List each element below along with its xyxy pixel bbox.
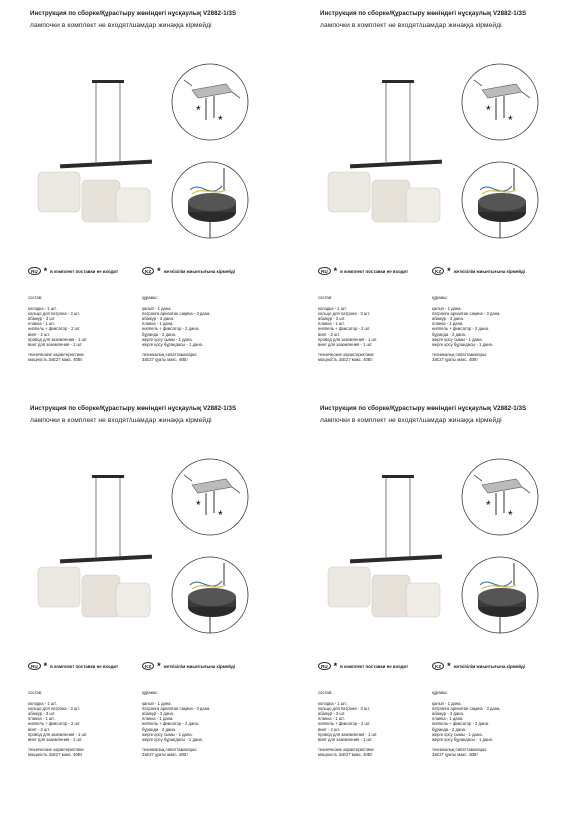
sheet-title: Инструкция по сборке/Құрастыру жөніндегі нұсқаулық V2882-1/3S: [320, 405, 527, 412]
sheet-title: Инструкция по сборке/Құрастыру жөніндегі нұсқаулық V2882-1/3S: [320, 10, 527, 17]
star-icon: *: [43, 661, 48, 671]
list-item: жерге қосу сымы - 1 дана.: [142, 731, 193, 737]
sheet-title: Инструкция по сборке/Құрастыру жөніндегі нұсқаулық V2882-1/3S: [30, 10, 237, 17]
instruction-sheet-3: [10, 405, 290, 805]
legend-ru-text: в комплект поставки не входит: [50, 663, 119, 669]
tech-value: 3хE27 қуаты макс. 40Вт: [142, 751, 188, 757]
svg-text:*: *: [508, 113, 513, 127]
sheet-title: Инструкция по сборке/Құрастыру жөніндегі нұсқаулық V2882-1/3S: [30, 405, 237, 412]
kz-badge: KZ: [432, 267, 444, 275]
list-item: патронға арналған сақина - 3 дана.: [432, 706, 501, 712]
mounting-plate-detail: [170, 457, 250, 537]
list-item: абажур - 3 шт.: [318, 316, 346, 322]
list-item: бұранда - 2 дана.: [432, 331, 467, 337]
list-item: жерге қосу бұрандасы - 1 дана.: [432, 736, 494, 742]
mounting-plate-detail: [170, 62, 250, 142]
svg-text:*: *: [196, 498, 201, 512]
legend-kz: [142, 267, 235, 275]
list-item: провод для заземления - 1 шт.: [28, 336, 88, 342]
tech-value: 3хE27 қуаты макс. 40Вт: [432, 356, 478, 362]
sheet-subtitle: лампочки в комплект не входят/шамдар жинаққа кірмейді: [320, 417, 502, 424]
canopy-wiring-detail: [460, 160, 540, 240]
legend-kz-text: жеткізілім жиынтығына кірмейді: [453, 663, 525, 669]
list-item: кольцо для патрона - 3 шт.: [318, 311, 370, 317]
svg-text:*: *: [218, 113, 223, 127]
legend-ru-text: в комплект поставки не входит: [50, 268, 119, 274]
list-item: ниппель + фиксатор - 2 дана.: [142, 326, 200, 332]
list-item: винт - 2 шт.: [28, 331, 50, 337]
star-icon: *: [333, 661, 338, 671]
contents-heading: құрамы:: [142, 295, 158, 300]
tech-value: мощность 3хE27 макс. 40Вт: [28, 356, 83, 362]
tech-heading: техникалық сипаттамалары:: [432, 351, 488, 357]
svg-text:*: *: [486, 498, 491, 512]
list-item: провод для заземления - 1 шт.: [318, 336, 378, 342]
contents-kz: [432, 690, 552, 757]
tech-value: мощность 3хE27 макс. 40Вт: [318, 356, 373, 362]
list-item: қалып - 1 дана.: [432, 306, 462, 312]
list-item: ниппель + фиксатор - 2 дана.: [432, 326, 490, 332]
list-item: планка - 1 шт.: [318, 716, 345, 722]
contents-heading: құрамы:: [142, 690, 158, 695]
list-item: жерге қосу сымы - 1 дана.: [142, 336, 193, 342]
list-item: абажур - 3 дана.: [432, 711, 464, 717]
pendant-lamp-illustration: [30, 70, 170, 230]
tech-heading: техникалық сипаттамалары:: [142, 351, 198, 357]
list-item: провод для заземления - 1 шт.: [318, 731, 378, 737]
list-item: кольцо для патрона - 3 шт.: [28, 706, 80, 712]
list-item: планка - 1 шт.: [318, 321, 345, 327]
list-item: планка - 1 дана.: [142, 716, 174, 722]
contents-heading: құрамы:: [432, 295, 448, 300]
list-item: планка - 1 дана.: [432, 321, 464, 327]
list-item: бұранда - 2 дана.: [142, 726, 177, 732]
legend-kz-text: жеткізілім жиынтығына кірмейді: [453, 268, 525, 274]
list-item: қалып - 1 дана.: [432, 701, 462, 707]
list-item: абажур - 3 шт.: [28, 711, 56, 717]
list-item: ниппель + фиксатор - 2 дана.: [432, 721, 490, 727]
list-item: провод для заземления - 1 шт.: [28, 731, 88, 737]
legend-ru: [28, 267, 118, 275]
star-icon: *: [447, 266, 451, 276]
tech-value: 3хE27 қуаты макс. 40Вт: [142, 356, 188, 362]
tech-value: мощность 3хE27 макс. 40Вт: [318, 751, 373, 757]
sheet-subtitle: лампочки в комплект не входят/шамдар жинаққа кірмейді: [320, 22, 502, 29]
pendant-lamp-illustration: [320, 465, 460, 625]
list-item: абажур - 3 дана.: [432, 316, 464, 322]
legend-kz: [432, 267, 525, 275]
tech-heading: технические характеристики:: [318, 351, 375, 357]
kz-badge: KZ: [142, 662, 154, 670]
list-item: винт - 2 шт.: [318, 331, 340, 337]
list-item: абажур - 3 дана.: [142, 316, 174, 322]
legend-kz-text: жеткізілім жиынтығына кірмейді: [163, 663, 235, 669]
contents-heading: құрамы:: [432, 690, 448, 695]
svg-text:*: *: [486, 103, 491, 117]
list-item: колодка - 1 шт.: [318, 306, 347, 312]
list-item: планка - 1 дана.: [432, 716, 464, 722]
list-item: қалып - 1 дана.: [142, 306, 172, 312]
tech-heading: техникалық сипаттамалары:: [432, 746, 488, 752]
list-item: винт для заземления - 1 шт.: [28, 341, 83, 347]
contents-heading: состав:: [318, 295, 333, 300]
list-item: жерге қосу сымы - 1 дана.: [432, 731, 483, 737]
ru-badge: RU: [318, 267, 331, 275]
star-icon: *: [157, 266, 161, 276]
legend-kz: [142, 662, 235, 670]
legend-kz-text: жеткізілім жиынтығына кірмейді: [163, 268, 235, 274]
list-item: жерге қосу сымы - 1 дана.: [432, 336, 483, 342]
list-item: планка - 1 шт.: [28, 321, 55, 327]
tech-heading: техникалық сипаттамалары:: [142, 746, 198, 752]
list-item: абажур - 3 шт.: [318, 711, 346, 717]
list-item: патронға арналған сақина - 3 дана.: [142, 706, 211, 712]
contents-ru: [318, 690, 438, 757]
svg-text:*: *: [508, 508, 513, 522]
list-item: винт для заземления - 1 шт.: [318, 341, 373, 347]
list-item: ниппель + фиксатор - 2 дана.: [142, 721, 200, 727]
ru-badge: RU: [28, 662, 41, 670]
pendant-lamp-illustration: [30, 465, 170, 625]
tech-value: 3хE27 қуаты макс. 40Вт: [432, 751, 478, 757]
tech-heading: технические характеристики:: [28, 746, 85, 752]
svg-text:*: *: [196, 103, 201, 117]
legend-ru-text: в комплект поставки не входит: [340, 268, 409, 274]
sheet-subtitle: лампочки в комплект не входят/шамдар жинаққа кірмейді: [30, 417, 212, 424]
list-item: кольцо для патрона - 3 шт.: [318, 706, 370, 712]
canopy-wiring-detail: [170, 160, 250, 240]
contents-kz: [142, 295, 262, 362]
contents-ru: [28, 295, 148, 362]
list-item: кольцо для патрона - 3 шт.: [28, 311, 80, 317]
contents-heading: состав:: [28, 690, 43, 695]
tech-heading: технические характеристики:: [318, 746, 375, 752]
contents-heading: состав:: [318, 690, 333, 695]
star-icon: *: [447, 661, 451, 671]
contents-kz: [432, 295, 552, 362]
instruction-sheet-1: [10, 10, 290, 410]
list-item: колодка - 1 шт.: [318, 701, 347, 707]
ru-badge: RU: [28, 267, 41, 275]
list-item: винт - 2 шт.: [318, 726, 340, 732]
svg-text:*: *: [218, 508, 223, 522]
legend-ru: [28, 662, 118, 670]
list-item: винт для заземления - 1 шт.: [318, 736, 373, 742]
list-item: қалып - 1 дана.: [142, 701, 172, 707]
mounting-plate-detail: [460, 457, 540, 537]
list-item: жерге қосу бұрандасы - 1 дана.: [142, 736, 204, 742]
tech-heading: технические характеристики:: [28, 351, 85, 357]
instruction-sheet-4: [300, 405, 580, 805]
list-item: ниппель + фиксатор - 2 шт.: [28, 721, 81, 727]
mounting-plate-detail: [460, 62, 540, 142]
legend-kz: [432, 662, 525, 670]
kz-badge: KZ: [142, 267, 154, 275]
list-item: патронға арналған сақина - 3 дана.: [142, 311, 211, 317]
contents-ru: [28, 690, 148, 757]
legend-ru: [318, 662, 408, 670]
tech-value: мощность 3хE27 макс. 40Вт: [28, 751, 83, 757]
list-item: винт для заземления - 1 шт.: [28, 736, 83, 742]
list-item: жерге қосу бұрандасы - 1 дана.: [142, 341, 204, 347]
legend-ru-text: в комплект поставки не входит: [340, 663, 409, 669]
contents-heading: состав:: [28, 295, 43, 300]
list-item: ниппель + фиксатор - 2 шт.: [28, 326, 81, 332]
list-item: колодка - 1 шт.: [28, 701, 57, 707]
contents-ru: [318, 295, 438, 362]
list-item: жерге қосу бұрандасы - 1 дана.: [432, 341, 494, 347]
instruction-sheet-2: [300, 10, 580, 410]
ru-badge: RU: [318, 662, 331, 670]
canopy-wiring-detail: [170, 555, 250, 635]
legend-ru: [318, 267, 408, 275]
list-item: колодка - 1 шт.: [28, 306, 57, 312]
list-item: патронға арналған сақина - 3 дана.: [432, 311, 501, 317]
list-item: планка - 1 шт.: [28, 716, 55, 722]
canopy-wiring-detail: [460, 555, 540, 635]
list-item: абажур - 3 дана.: [142, 711, 174, 717]
contents-kz: [142, 690, 262, 757]
pendant-lamp-illustration: [320, 70, 460, 230]
kz-badge: KZ: [432, 662, 444, 670]
list-item: бұранда - 2 дана.: [432, 726, 467, 732]
star-icon: *: [43, 266, 48, 276]
list-item: абажур - 3 шт.: [28, 316, 56, 322]
list-item: ниппель + фиксатор - 2 шт.: [318, 721, 371, 727]
list-item: планка - 1 дана.: [142, 321, 174, 327]
star-icon: *: [333, 266, 338, 276]
list-item: ниппель + фиксатор - 2 шт.: [318, 326, 371, 332]
list-item: бұранда - 2 дана.: [142, 331, 177, 337]
list-item: винт - 2 шт.: [28, 726, 50, 732]
sheet-subtitle: лампочки в комплект не входят/шамдар жинаққа кірмейді: [30, 22, 212, 29]
star-icon: *: [157, 661, 161, 671]
